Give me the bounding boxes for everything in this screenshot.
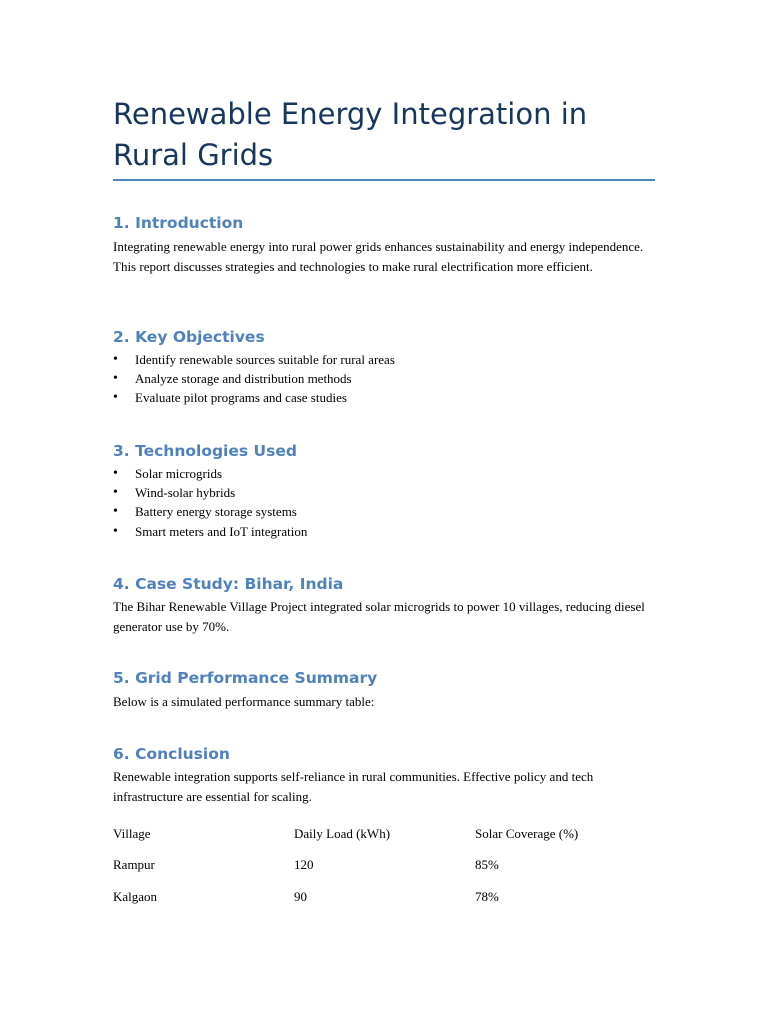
conclusion-paragraph: Renewable integration supports self-reliance in rural communities. Effective policy and tech infrastructure are essential for scaling. — [113, 769, 594, 804]
table-header-cell: Village — [113, 825, 151, 841]
introduction-paragraph: Integrating renewable energy into rural power grids enhances sustainability and energy independence. This report discusses strategies and technologies to make rural electrification more efficient. — [113, 239, 644, 274]
performance-paragraph: Below is a simulated performance summary table: — [113, 694, 375, 709]
performance-table — [113, 818, 655, 913]
list-item: • Smart meters and IoT integration — [113, 522, 307, 541]
section-heading-key-objectives: 2. Key Objectives — [113, 328, 265, 346]
table-header-cell: Solar Coverage (%) — [475, 825, 579, 841]
document-title: Renewable Energy Integration in Rural Grids — [113, 97, 588, 172]
list-item: • Solar microgrids — [113, 464, 307, 483]
list-item: • Identify renewable sources suitable for rural areas — [113, 350, 395, 369]
table-cell: Rampur — [113, 857, 155, 873]
table-header-row — [113, 818, 655, 850]
table-header-cell: Daily Load (kWh) — [294, 825, 391, 841]
technologies-list — [113, 464, 307, 541]
table-cell: 90 — [294, 888, 307, 904]
key-objectives-list — [113, 350, 395, 408]
table-cell: 85% — [475, 857, 499, 873]
case-study-paragraph: The Bihar Renewable Village Project integrated solar microgrids to power 10 villages, reducing diesel generator use by 70%. — [113, 599, 645, 634]
list-item: • Wind-solar hybrids — [113, 483, 307, 502]
list-item: • Battery energy storage systems — [113, 502, 307, 521]
table-row — [113, 881, 655, 913]
section-heading-case-study: 4. Case Study: Bihar, India — [113, 575, 344, 593]
section-heading-introduction: 1. Introduction — [113, 214, 244, 232]
section-heading-performance: 5. Grid Performance Summary — [113, 669, 378, 687]
section-heading-technologies: 3. Technologies Used — [113, 442, 297, 460]
list-item: • Evaluate pilot programs and case studies — [113, 388, 395, 407]
table-cell: Kalgaon — [113, 888, 158, 904]
table-cell: 78% — [475, 888, 499, 904]
table-cell: 120 — [294, 857, 314, 873]
title-underline — [113, 179, 655, 181]
list-item: • Analyze storage and distribution methods — [113, 369, 395, 388]
table-row — [113, 850, 655, 882]
section-heading-conclusion: 6. Conclusion — [113, 745, 230, 763]
